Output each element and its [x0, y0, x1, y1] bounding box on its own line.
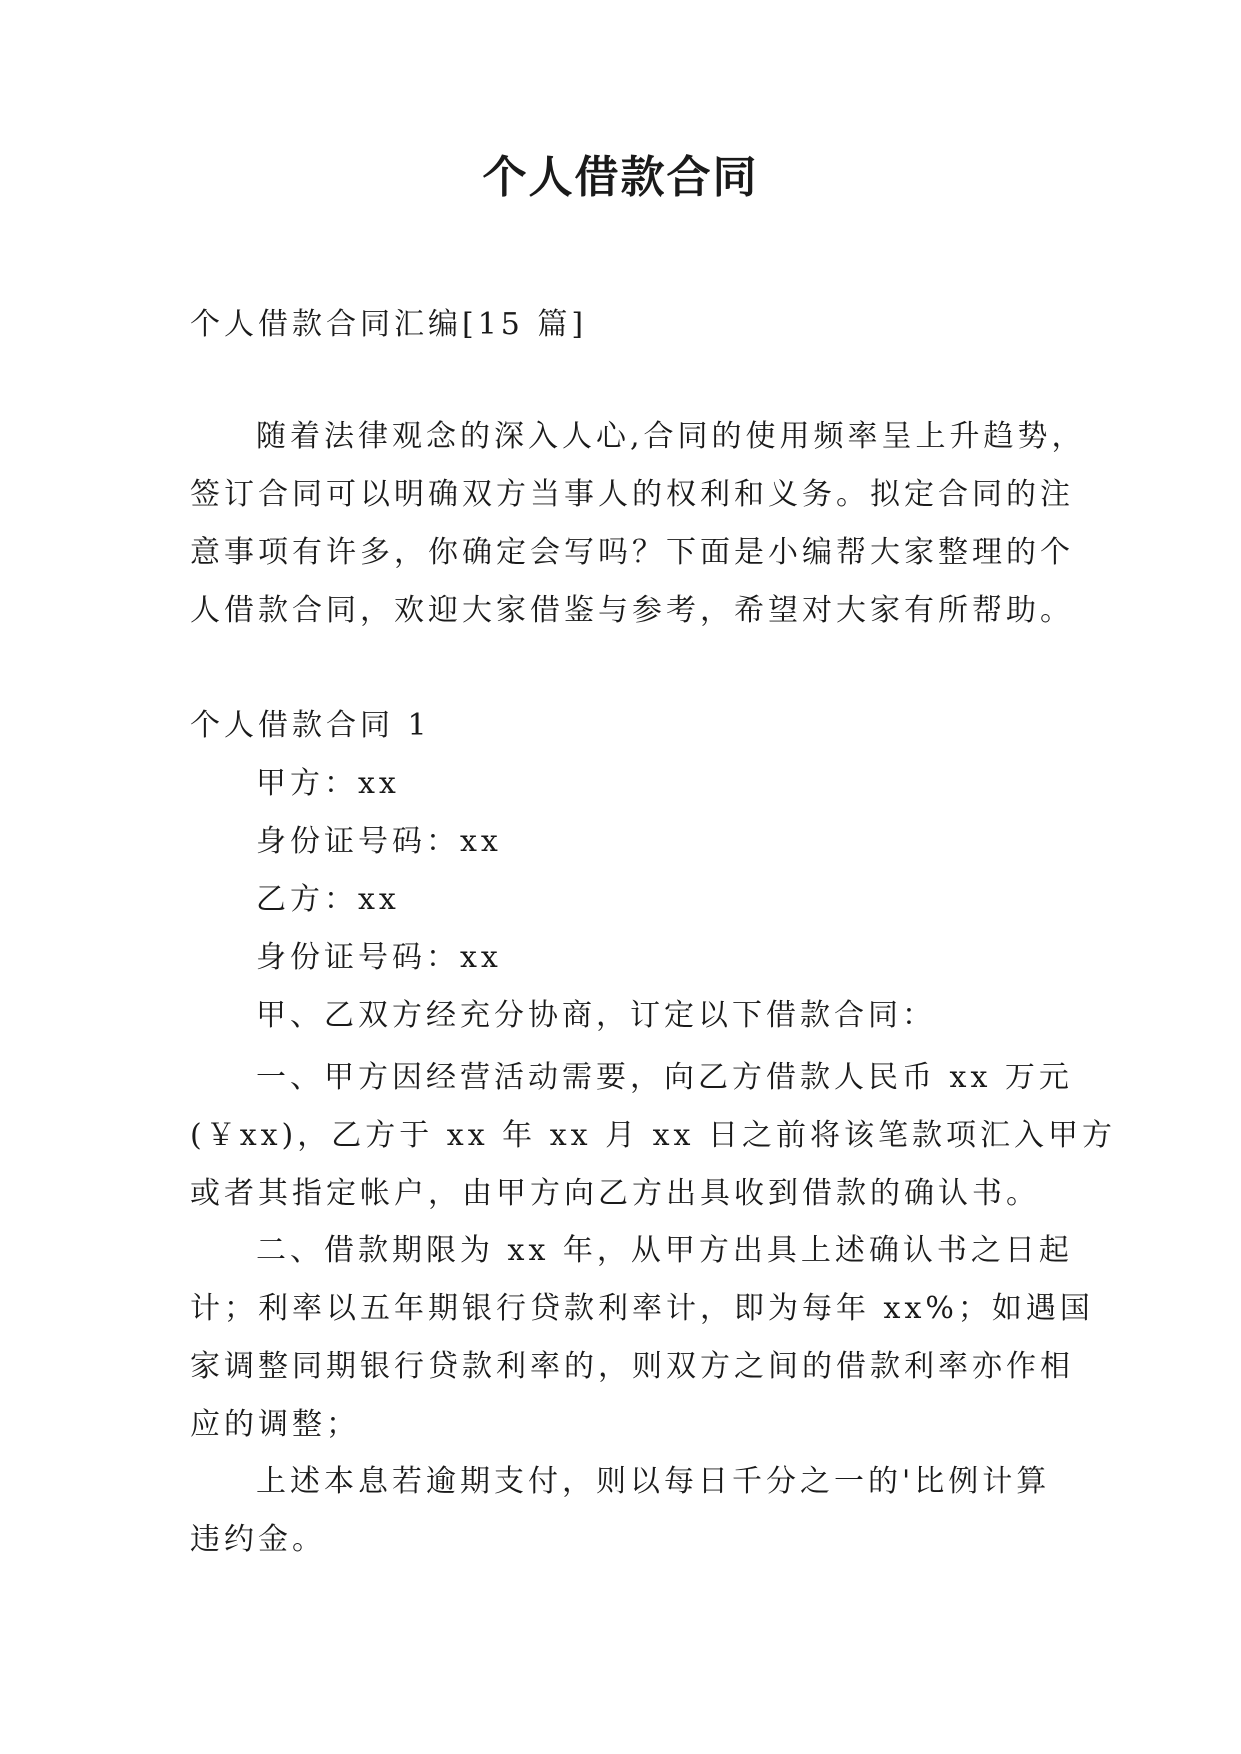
party-b-id: 身份证号码：xx — [256, 940, 502, 975]
clause-line: (￥xx)，乙方于 xx 年 xx 月 xx 日之前将该笔款项汇入甲方 — [190, 1118, 1116, 1153]
document-title: 个人借款合同 — [482, 152, 759, 203]
intro-line: 意事项有许多，你确定会写吗？下面是小编帮大家整理的个 — [190, 535, 1074, 570]
intro-line: 人借款合同，欢迎大家借鉴与参考，希望对大家有所帮助。 — [190, 593, 1074, 628]
intro-line: 签订合同可以明确双方当事人的权利和义务。拟定合同的注 — [190, 477, 1074, 512]
document-subtitle: 个人借款合同汇编[15 篇] — [190, 307, 588, 342]
agreement-intro: 甲、乙双方经充分协商，订定以下借款合同： — [256, 998, 936, 1033]
clause-line: 一、甲方因经营活动需要，向乙方借款人民币 xx 万元 — [256, 1060, 1073, 1095]
section-heading: 个人借款合同 1 — [190, 708, 431, 743]
clause-line: 计；利率以五年期银行贷款利率计，即为每年 xx%；如遇国 — [190, 1291, 1094, 1326]
clause-line: 或者其指定帐户，由甲方向乙方出具收到借款的确认书。 — [190, 1176, 1040, 1211]
clause-1 — [190, 1049, 1116, 1223]
clause-line: 应的调整； — [190, 1407, 360, 1442]
clause-line: 家调整同期银行贷款利率的，则双方之间的借款利率亦作相 — [190, 1349, 1074, 1384]
clause-3 — [190, 1453, 1060, 1569]
clause-2 — [190, 1222, 1094, 1454]
intro-paragraph — [190, 408, 1086, 640]
clause-line: 二、借款期限为 xx 年，从甲方出具上述确认书之日起 — [256, 1233, 1073, 1268]
party-a: 甲方：xx — [256, 766, 400, 801]
intro-line: 随着法律观念的深入人心,合同的使用频率呈上升趋势， — [256, 419, 1086, 454]
party-a-id: 身份证号码：xx — [256, 824, 502, 859]
clause-line: 上述本息若逾期支付，则以每日千分之一的'比例计算 — [256, 1464, 1051, 1499]
clause-line: 违约金。 — [190, 1522, 326, 1557]
party-b: 乙方：xx — [256, 882, 400, 917]
